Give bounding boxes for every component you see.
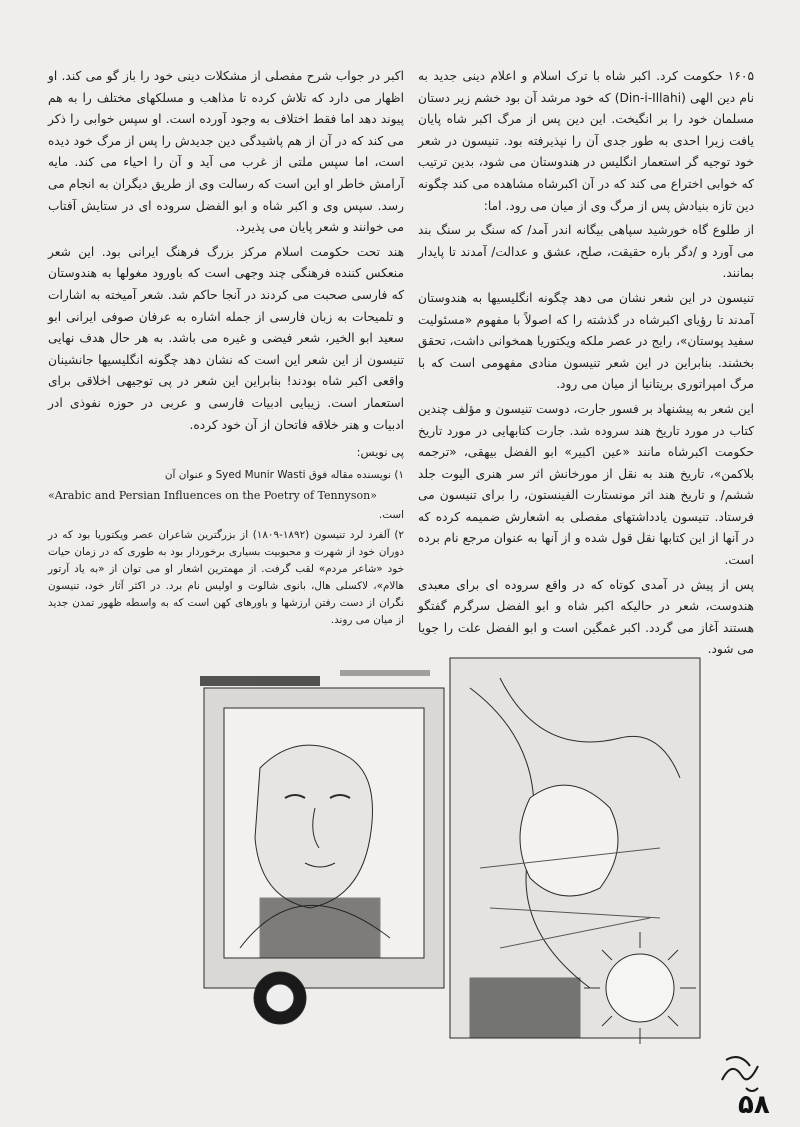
right-text-column — [418, 66, 754, 661]
paragraph: پس از پیش در آمدی کوتاه که در واقع سروده ای برای معبدی هندوست، شعر در حالیکه اکبر شاه و ابو الفضل سرگرم گفتگو هستند آغاز می گردد. اکبر غمگین است و ابو الفضل علت را جویا می شود. — [418, 577, 754, 657]
left-text-column — [48, 66, 404, 629]
page-number: ۵۸ — [738, 1090, 770, 1120]
paragraph: هند تحت حکومت اسلام مرکز بزرگ فرهنگ ایرانی بود. این شعر منعکس کننده فرهنگی چند وجهی است که باورود مغولها به هندوستان که فارسی صحبت می کردند در آنجا حاکم شد. شعر آمیخته به اشارات و تلمیحات به زبان فارسی از جمله اشاره به عرفان صوفی ایرانی ابو سعید ابو الخیر، شعر فیضی و غیره می باشد. به هر حال هدف نهایی تنیسون از این شعر این است که نشان دهد چگونه انگلیسیها جانشینان واقعی اکبر شاه بودند! بنابراین این شعر در پی توجیهی اخلاقی برای استعمار است. زیبایی ادبیات فارسی و عربی در حوزه نفوذی ادر ادبیات و هنر خلاقه فاتحان از آن خود کرده. — [48, 244, 404, 432]
footnote-2: ۲) آلفرد لرد تنیسون (۱۸۹۲-۱۸۰۹) از بزرگترین شاعران عصر ویکتوریا بود که در دوران خود از شهرت و محبوبیت بسیاری برخوردار بود به طوری که در زمان حیات خود «شاعر مردم» لقب گرفت. از مهمترین اشعار او می توان از «به یاد آرتور هالام»، لاکسلی هال، بانوی شالوت و اولیس نام برد. در اکثر آثار خود، تنیسون نگران از دست رفتن ارزشها و باورهای کهن است که به واسطه ظهور تمدن جدید از میان می روند. — [48, 528, 404, 626]
paragraph: این شعر به پیشنهاد بر فسور جارت، دوست تنیسون و مؤلف چندین کتاب در مورد تاریخ هند سروده شد. جارت کتابهایی در مورد تاریخ حکومت اکبرشاه مانند «عین اکبیر» ابو الفضل بیهقی، «ترجمه بلاکمن»، تاریخ هند به نقل از مورخانش اثر سر هنری الیوت جلد ششم/ و تاریخ هند اثر مونستارت الفینستون، را برای تنیسون می فرستاد. تنیسون یادداشتهای مفصلی به اشعارش ضمیمه کرده که در آنها از این کتابها نقل قول شده و از آنها به عنوان مرجع نام برده است. — [418, 401, 754, 568]
footnote-1-suffix: است. — [378, 508, 404, 521]
collage-illustration — [200, 648, 712, 1046]
footnote-1-prefix: ۱) نویسنده مقاله فوق Syed Munir Wasti و عنوان آن — [164, 468, 404, 481]
footnote-1 — [48, 467, 404, 484]
footnotes-heading: پی نویس: — [356, 445, 404, 460]
footnote-1-english-title: «Arabic and Persian Influences on the Poetry of Tennyson» — [48, 488, 377, 502]
paragraph: تنیسون در این شعر نشان می دهد چگونه انگلیسیها به هندوستان آمدند تا رؤیای اکبرشاه در گذشته را که اصولاً با مفهوم «مسئولیت سفید پوستان»، رایج در عصر ملکه ویکتوریا همخوانی داشت، تحقق بخشند. بنابراین در این شعر تنیسون منادی مفهومی است که با مرگ امپراتوری بریتانیا از میان می رود. — [418, 290, 754, 392]
paragraph: ۱۶۰۵ حکومت کرد. اکبر شاه با ترک اسلام و اعلام دینی جدید به نام دین الهی (Din-i-Illahi) که خود مرشد آن بود خشم زیر دستان مسلمان خود را بر انگیخت. این دین پس از مرگ اکبر شاه پایان یافت زیرا احدی به طور جدی آن را نپذیرفته بود. تنیسون در شعر خود توجیه گر استعمار انگلیس در هندوستان می شود، بدین ترتیب که خوابی اختراع می کند که در آن اکبرشاه مشاهده می کند چگونه دین تازه بنیادش پس از مرگ وی از میان می رود. اما: — [418, 69, 754, 213]
poem-quote: از طلوع گاه خورشید سپاهی بیگانه اندر آمد/ که سنگ بر سنگ بند می آورد و /دگر باره حقیقت، صلح، عشق و عدالت/ آمدند تا پایدار بمانند. — [418, 223, 754, 281]
paragraph: اکبر در جواب شرح مفصلی از مشکلات دینی خود را باز گو می کند. او اظهار می دارد که تلاش کرده تا مذاهب و مسلکهای مختلف را به هم پیوند دهد اما فقط اختلاف به وجود آورده است. او سپس خوابی را ذکر می کند که در آن از هم پاشیدگی دین جدیدش را پس از مرگ خود دیده است، اما سپس ملتی از غرب می آید و آن را احیاء می کند. مایه آرامش خاطر او این است که رسالت وی از طریق دیگران به انجام می رسد. سپس وی و اکبر شاه و ابو الفضل سروده ای در ستایش آفتاب می خوانند و شعر پایان می پذیرد. — [48, 69, 404, 235]
